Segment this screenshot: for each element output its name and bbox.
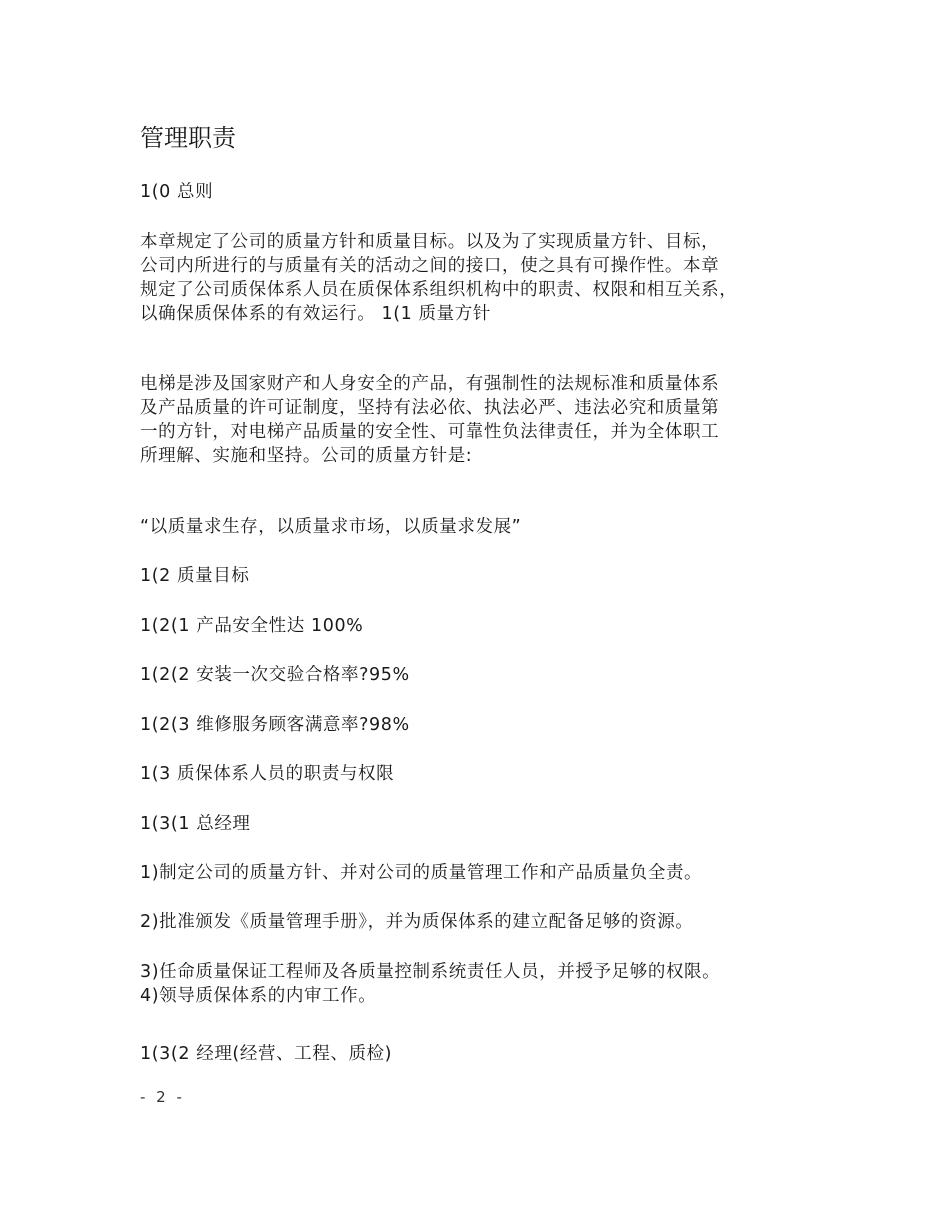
policy-line: 所理解、实施和坚持。公司的质量方针是: [140,446,473,466]
policy-quote: “以质量求生存，以质量求市场，以质量求发展” [140,517,522,537]
section-heading-general: 1(0 总则 [140,182,214,202]
goal-item: 1(2(1 产品安全性达 100% [140,616,364,636]
policy-line: 电梯是涉及国家财产和人身安全的产品，有强制性的法规标准和质量体系 [140,374,720,394]
section-heading-quality-goals: 1(2 质量目标 [140,566,250,586]
duty-item: 2)批准颁发《质量管理手册》，并为质保体系的建立配备足够的资源。 [140,912,694,932]
page-title: 管理职责 [140,124,236,152]
intro-line: 本章规定了公司的质量方针和质量目标。以及为了实现质量方针、目标， [140,232,720,252]
intro-line: 公司内所进行的与质量有关的活动之间的接口，使之具有可操作性。本章 [140,256,720,276]
policy-line: 及产品质量的许可证制度，坚持有法必依、执法必严、违法必究和质量第 [140,398,720,418]
page-number: - 2 - [140,1088,185,1106]
intro-line: 以确保质保体系的有效运行。 1(1 质量方针 [140,304,491,324]
section-heading-managers: 1(3(2 经理(经营、工程、质检) [140,1044,393,1064]
section-heading-general-manager: 1(3(1 总经理 [140,814,251,834]
goal-item: 1(2(2 安装一次交验合格率?95% [140,665,410,685]
goal-item: 1(2(3 维修服务顾客满意率?98% [140,715,410,735]
duty-item: 4)领导质保体系的内审工作。 [140,986,377,1006]
intro-line: 规定了公司质保体系人员在质保体系组织机构中的职责、权限和相互关系， [140,280,738,300]
duty-item: 3)任命质量保证工程师及各质量控制系统责任人员，并授予足够的权限。 [140,962,721,982]
intro-paragraph [140,230,737,326]
quality-policy-paragraph [140,372,719,468]
section-heading-responsibilities: 1(3 质保体系人员的职责与权限 [140,764,395,784]
policy-line: 一的方针，对电梯产品质量的安全性、可靠性负法律责任，并为全体职工 [140,422,720,442]
duty-group [140,960,720,1008]
duty-item: 1)制定公司的质量方针、并对公司的质量管理工作和产品质量负全责。 [140,863,703,883]
